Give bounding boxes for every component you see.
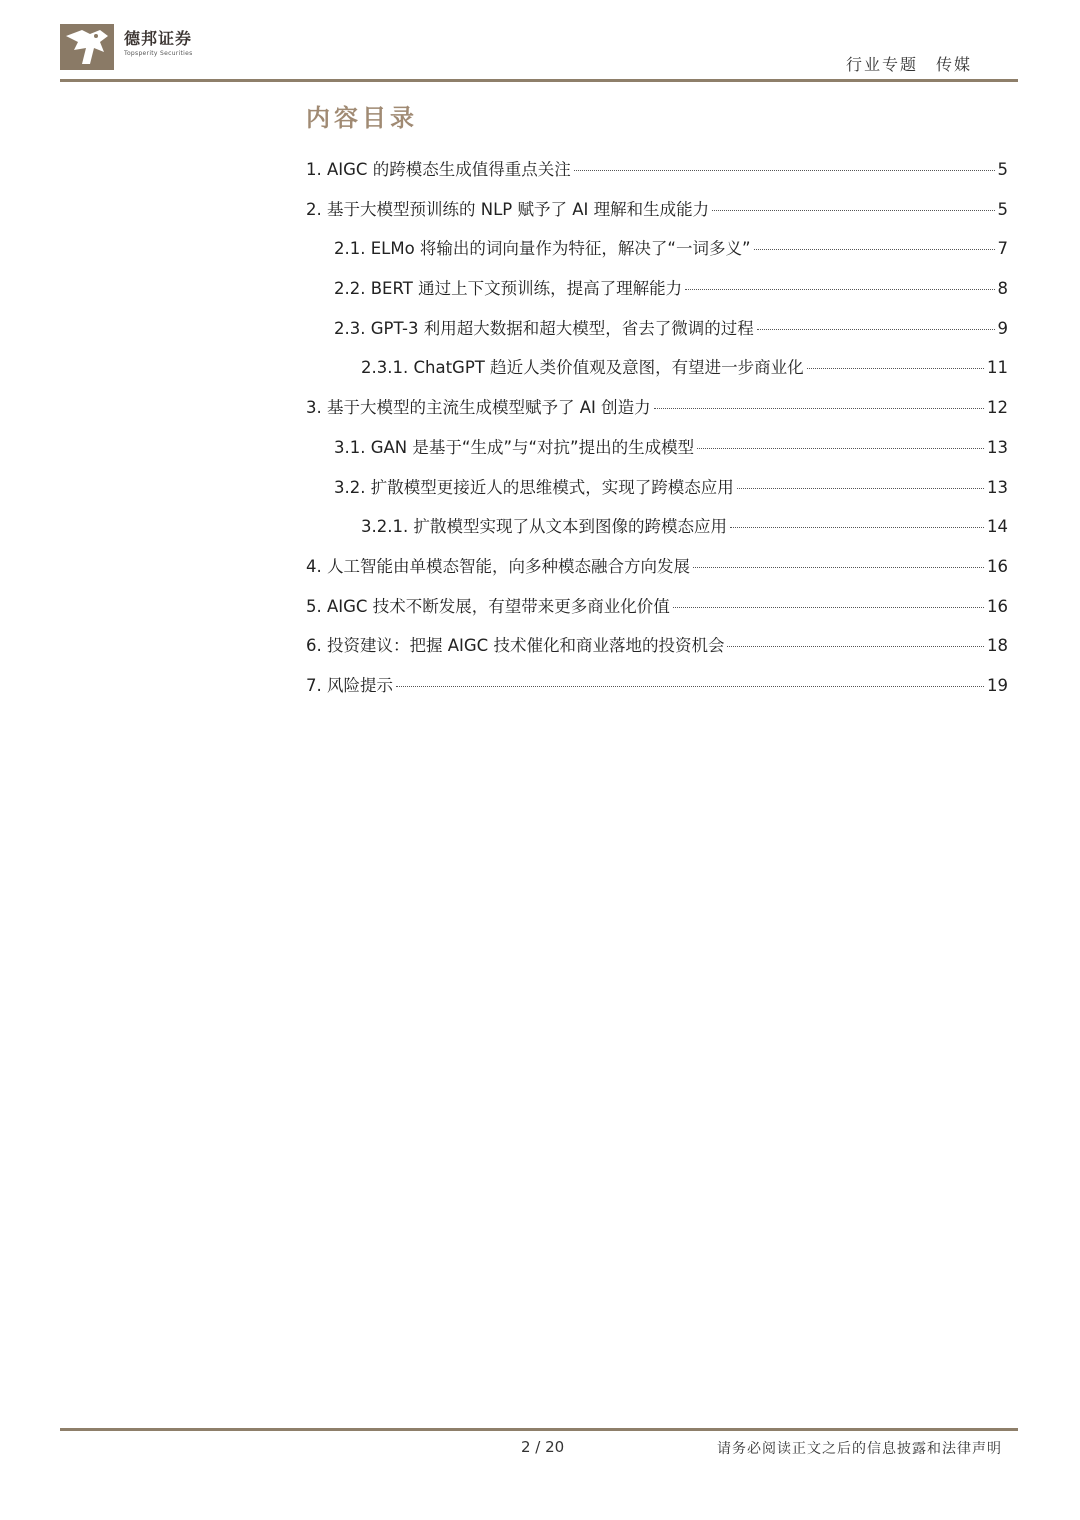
company-logo-text: [124, 30, 193, 58]
toc-entry[interactable]: [306, 513, 1008, 553]
toc-entry-page: 5: [997, 160, 1008, 179]
toc-entry-title: 3.2. 扩散模型更接近人的思维模式，实现了跨模态应用: [334, 477, 734, 497]
toc-entry-title: 2.1. ELMo 将输出的词向量作为特征，解决了“一词多义”: [334, 239, 751, 259]
toc-entry-page: 13: [987, 437, 1008, 457]
toc-entry[interactable]: [306, 672, 1008, 712]
toc-entry-page: 9: [997, 318, 1008, 338]
report-category: [846, 52, 972, 75]
toc-entry-page: 16: [987, 596, 1008, 616]
toc-entry-title: 4. 人工智能由单模态智能，向多种模态融合方向发展: [306, 556, 690, 576]
toc-entry[interactable]: [306, 632, 1008, 672]
toc-entry[interactable]: [306, 354, 1008, 394]
footer-disclaimer: 请务必阅读正文之后的信息披露和法律声明: [717, 1441, 1002, 1457]
toc-entry[interactable]: [306, 196, 1008, 236]
toc-entry-page: 11: [987, 358, 1008, 378]
toc-dot-leader: [673, 607, 984, 608]
toc-entry-page: 13: [987, 477, 1008, 497]
toc-entry[interactable]: [306, 394, 1008, 434]
toc-entry-page: 16: [987, 556, 1008, 576]
report-sector: 传媒: [935, 55, 972, 74]
toc-entry-title: 3.1. GAN 是基于“生成”与“对抗”提出的生成模型: [334, 437, 695, 457]
toc-dot-leader: [727, 646, 984, 647]
toc-entry-page: 8: [997, 279, 1008, 299]
toc-entry[interactable]: [306, 434, 1008, 474]
toc-entry-page: 14: [987, 517, 1008, 537]
toc-dot-leader: [712, 210, 994, 211]
header-divider: [60, 79, 1018, 82]
toc-dot-leader: [574, 170, 995, 171]
toc-entry-title: 3. 基于大模型的主流生成模型赋予了 AI 创造力: [306, 398, 651, 418]
toc-dot-leader: [737, 488, 984, 489]
toc-entry-page: 18: [987, 636, 1008, 656]
toc-entry[interactable]: [306, 235, 1008, 275]
toc-entry-title: 5. AIGC 技术不断发展，有望带来更多商业化价值: [306, 596, 670, 616]
toc-entry[interactable]: [306, 156, 1008, 196]
toc-entry-title: 2. 基于大模型预训练的 NLP 赋予了 AI 理解和生成能力: [306, 199, 710, 219]
toc-entry-title: 2.3.1. ChatGPT 趋近人类价值观及意图，有望进一步商业化: [361, 358, 804, 378]
toc-dot-leader: [757, 329, 995, 330]
toc-dot-leader: [396, 686, 984, 687]
toc-entry-page: 5: [997, 199, 1008, 219]
toc-dot-leader: [754, 249, 995, 250]
toc-entry-title: 1. AIGC 的跨模态生成值得重点关注: [306, 160, 571, 179]
toc-entry-title: 2.2. BERT 通过上下文预训练，提高了理解能力: [334, 279, 683, 299]
toc-entry[interactable]: [306, 593, 1008, 633]
footer-divider: [60, 1428, 1018, 1431]
toc-entry-page: 12: [987, 398, 1008, 418]
toc-entry-title: 2.3. GPT-3 利用超大数据和超大模型，省去了微调的过程: [334, 318, 754, 338]
table-of-contents: [306, 156, 1008, 712]
toc-entry-page: 19: [987, 675, 1008, 695]
toc-dot-leader: [730, 527, 984, 528]
toc-dot-leader: [807, 368, 984, 369]
toc-entry-title: 7. 风险提示: [306, 675, 393, 695]
toc-entry-title: 6. 投资建议：把握 AIGC 技术催化和商业落地的投资机会: [306, 636, 725, 656]
toc-dot-leader: [685, 289, 994, 290]
page-number: 2 / 20: [521, 1438, 565, 1456]
toc-entry[interactable]: [306, 315, 1008, 355]
company-logo-icon: [60, 24, 114, 70]
toc-dot-leader: [654, 408, 984, 409]
toc-entry[interactable]: [306, 553, 1008, 593]
logo-name-cn: 德邦证券: [124, 29, 193, 48]
toc-entry[interactable]: [306, 275, 1008, 315]
toc-entry-page: 7: [997, 239, 1008, 259]
toc-title: 内容目录: [306, 103, 418, 132]
toc-dot-leader: [693, 567, 984, 568]
toc-entry-title: 3.2.1. 扩散模型实现了从文本到图像的跨模态应用: [361, 517, 727, 537]
toc-entry[interactable]: [306, 474, 1008, 514]
logo-name-en: Topsperity Securities: [124, 50, 193, 57]
report-type: 行业专题: [845, 55, 918, 74]
toc-dot-leader: [697, 448, 984, 449]
